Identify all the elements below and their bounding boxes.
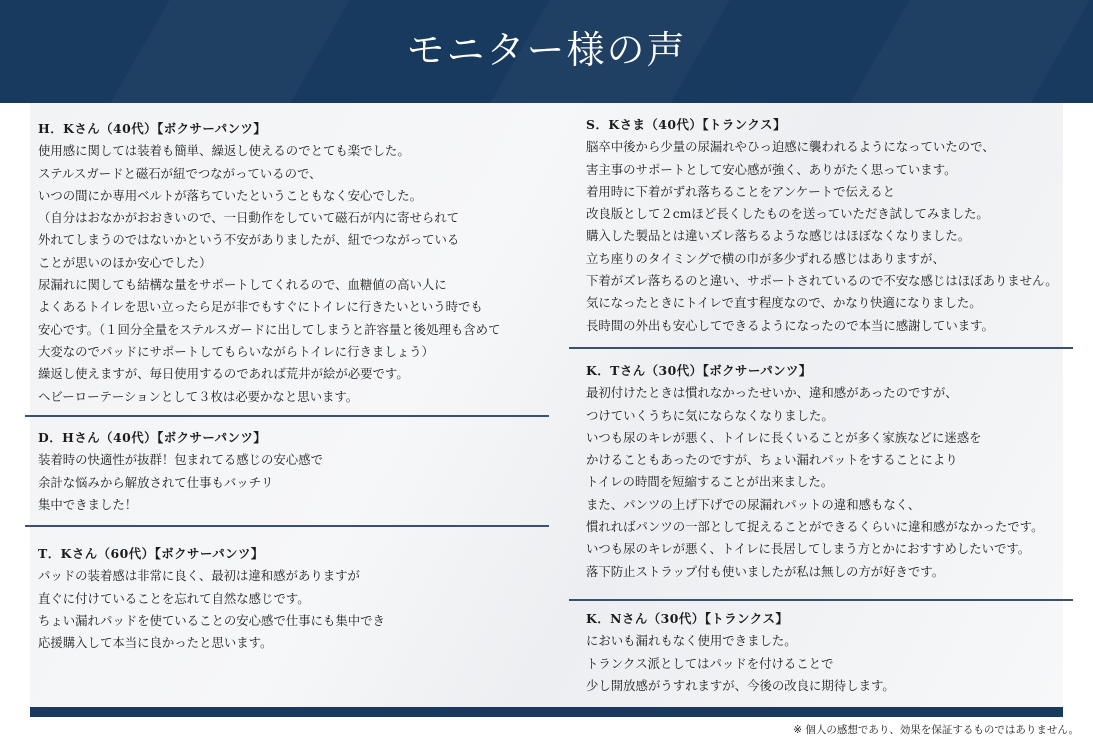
- testimonial-line: いつの間にか専用ベルトが落ちていたということもなく安心でした。: [38, 187, 422, 203]
- testimonial-line: 余計な悩みから解放されて仕事もバッチリ: [38, 474, 274, 490]
- testimonial-line: 装着時の快適性が抜群！包まれてる感じの安心感で: [38, 452, 323, 468]
- testimonial-heading: H．Kさん（40代）【ボクサーパンツ】: [38, 121, 267, 136]
- testimonial-line: 着用時に下着がずれ落ちることをアンケートで伝えると: [586, 183, 896, 199]
- testimonial-heading: S．Kさま（40代）【トランクス】: [586, 117, 786, 132]
- section-divider: [25, 415, 549, 417]
- bottom-bar: [30, 707, 1063, 717]
- section-divider: [569, 347, 1073, 349]
- testimonial-line: 落下防止ストラップ付も使いましたが私は無しの方が好きです。: [586, 563, 945, 579]
- disclaimer-note: ※ 個人の感想であり、効果を保証するものではありません。: [793, 724, 1079, 736]
- testimonial-line: つけていくうちに気にならなくなりました。: [586, 407, 834, 423]
- testimonial-line: 慣れればパンツの一部として捉えることができるくらいに違和感がなかったです。: [586, 519, 1044, 535]
- testimonial-line: 少し開放感がうすれますが、今後の改良に期待します。: [586, 677, 895, 693]
- testimonial-line: 尿漏れに関しても結構な量をサポートしてくれるので、血糖値の高い人に: [38, 277, 447, 293]
- section-divider: [569, 599, 1073, 601]
- testimonial-line: ちょい漏れパッドを使ていることの安心感で仕事にも集中でき: [38, 612, 385, 628]
- testimonial-line: また、パンツの上げ下げでの尿漏れパットの違和感もなく、: [586, 496, 921, 512]
- testimonial-line: 外れてしまうのではないかという不安がありましたが、紐でつながっている: [38, 232, 460, 248]
- testimonial-heading: T．Kさん（60代）【ボクサーパンツ】: [38, 546, 264, 561]
- testimonial-line: ステルスガードと磁石が紐でつながっているので、: [38, 165, 322, 181]
- testimonial-line: ことが思いのほか安心でした）: [38, 254, 212, 270]
- testimonial-line: トランクス派としてはパッドを付けることで: [586, 655, 834, 671]
- testimonial-line: いつも尿のキレが悪く、トイレに長居してしまう方とかにおすすめしたいです。: [586, 541, 1031, 557]
- testimonial-line: ヘビーローテーションとして３枚は必要かなと思います。: [38, 388, 359, 404]
- testimonial-card: [38, 118, 500, 408]
- testimonial-card: [38, 427, 323, 516]
- testimonial-line: かけることもあったのですが、ちょい漏れパットをすることにより: [586, 452, 958, 468]
- testimonial-line: 下着がズレ落ちるのと違い、サポートされているので不安な感じはほぼありません。: [586, 273, 1058, 289]
- testimonial-line: 立ち座りのタイミングで横の巾が多少ずれる感じはありますが、: [586, 250, 945, 266]
- testimonial-card: [38, 543, 385, 654]
- testimonial-line: 応援購入して本当に良かったと思います。: [38, 635, 273, 651]
- testimonial-card: [586, 114, 1058, 337]
- testimonial-line: 安心です。（１回分全量をステルスガードに出してしまうと許容量と後処理も含めて: [38, 321, 501, 337]
- header-banner: [0, 0, 1093, 103]
- testimonial-heading: K．Tさん（30代）【ボクサーパンツ】: [586, 363, 812, 378]
- testimonial-line: 直ぐに付けていることを忘れて自然な感じです。: [38, 590, 310, 606]
- testimonial-card: [586, 608, 895, 697]
- testimonial-heading: K．Nさん（30代）【トランクス】: [586, 611, 789, 626]
- section-divider: [25, 525, 549, 527]
- testimonial-line: パッドの装着感は非常に良く、最初は違和感がありますが: [38, 568, 360, 584]
- testimonial-line: 大変なのでパッドにサポートしてもらいながらトイレに行きましょう）: [38, 343, 434, 359]
- testimonial-line: においも漏れもなく使用できました。: [586, 633, 797, 649]
- page-title: モニター様の声: [406, 28, 687, 72]
- testimonial-card: [586, 360, 1043, 583]
- testimonial-line: 購入した製品とは違いズレ落ちるような感じはほぼなくなりました。: [586, 228, 971, 244]
- testimonial-line: 改良版として２cmほど長くしたものを送っていただき試してみました。: [586, 206, 989, 222]
- testimonial-line: よくあるトイレを思い立ったら足が非でもすぐにトイレに行きたいという時でも: [38, 299, 483, 315]
- testimonial-line: 長時間の外出も安心してできるようになったので本当に感謝しています。: [586, 317, 994, 333]
- testimonial-line: 集中できました！: [38, 496, 138, 512]
- testimonial-line: 繰返し使えますが、毎日使用するのであれば荒井が絵が必要です。: [38, 366, 409, 382]
- testimonial-line: 脳卒中後から少量の尿漏れやひっ迫感に襲われるようになっていたので、: [586, 139, 995, 155]
- testimonial-line: （自分はおなかがおおきいので、一日動作をしていて磁石が内に寄せられて: [38, 210, 460, 226]
- testimonial-line: トイレの時間を短縮することが出来ました。: [586, 474, 834, 490]
- testimonial-line: 害主事のサポートとして安心感が強く、ありがたく思っています。: [586, 161, 957, 177]
- testimonial-line: 気になったときにトイレで直す程度なので、かなり快適になりました。: [586, 295, 982, 311]
- testimonial-heading: D．Hさん（40代）【ボクサーパンツ】: [38, 430, 267, 445]
- testimonial-line: 最初付けたときは慣れなかったせいか、違和感があったのですが、: [586, 385, 958, 401]
- testimonial-line: いつも尿のキレが悪く、トイレに長くいることが多く家族などに迷惑を: [586, 429, 982, 445]
- testimonial-line: 使用感に関しては装着も簡単、繰返し使えるのでとても楽でした。: [38, 143, 410, 159]
